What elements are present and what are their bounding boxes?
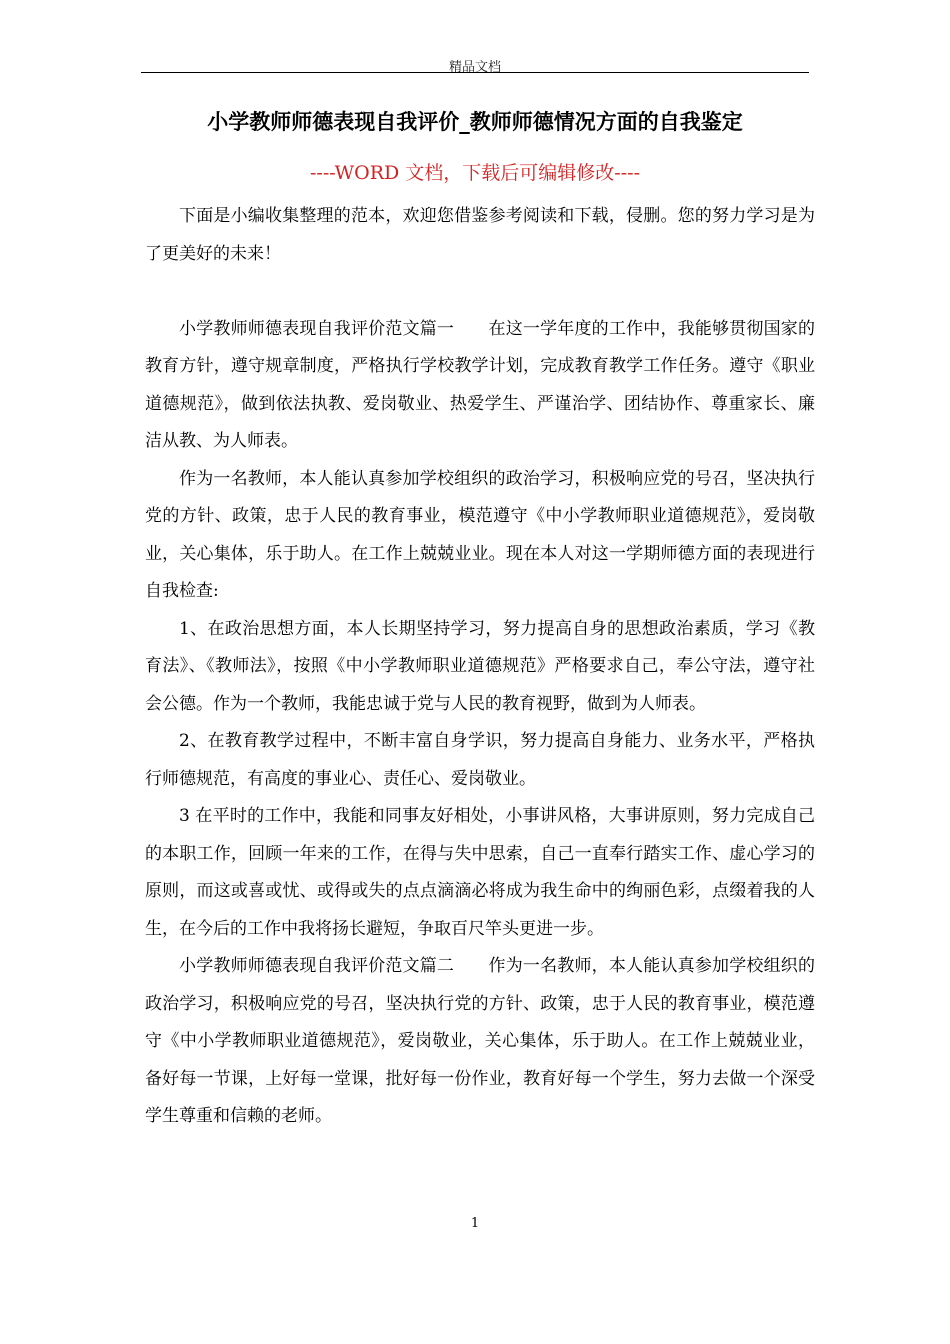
paragraph: 2、在教育教学过程中，不断丰富自身学识，努力提高自身能力、业务水平，严格执行师德规范，有高度的事业心、责任心、爱岗敬业。 <box>145 731 815 789</box>
paragraph: 3 在平时的工作中，我能和同事友好相处，小事讲风格，大事讲原则，努力完成自己的本职工作，回顾一年来的工作，在得与失中思索，自己一直奉行踏实工作、虚心学习的原则，而这或喜或忧、或得或失的点点滴滴必将成为我生命中的绚丽色彩，点缀着我的人生，在今后的工作中我将扬长避短，争取百尺竿头更进一步。 <box>145 806 815 939</box>
document-title: 小学教师师德表现自我评价_教师师德情况方面的自我鉴定 <box>207 110 743 134</box>
page-number: 1 <box>470 1216 480 1231</box>
header-divider <box>141 72 809 73</box>
document-subtitle: ----WORD 文档，下载后可编辑修改---- <box>309 162 640 184</box>
paragraph: 作为一名教师，本人能认真参加学校组织的政治学习，积极响应党的号召，坚决执行党的方针、政策，忠于人民的教育事业，模范遵守《中小学教师职业道德规范》，爱岗敬业，关心集体，乐于助人。在工作上兢兢业业。现在本人对这一学期师德方面的表现进行自我检查: <box>145 468 815 601</box>
paragraph: 小学教师师德表现自我评价范文篇一 在这一学年度的工作中，我能够贯彻国家的教育方针，遵守规章制度，严格执行学校教学计划，完成教育教学工作任务。遵守《职业道德规范》，做到依法执教、爱岗敬业、热爱学生、严谨治学、团结协作、尊重家长、廉洁从教、为人师表。 <box>145 318 815 451</box>
paragraph: 小学教师师德表现自我评价范文篇二 作为一名教师，本人能认真参加学校组织的政治学习，积极响应党的号召，坚决执行党的方针、政策，忠于人民的教育事业，模范遵守《中小学教师职业道德规范》，爱岗敬业，关心集体，乐于助人。在工作上兢兢业业，备好每一节课，上好每一堂课，批好每一份作业，教育好每一个学生，努力去做一个深受学生尊重和信赖的老师。 <box>145 956 815 1126</box>
paragraph: 1、在政治思想方面，本人长期坚持学习，努力提高自身的思想政治素质，学习《教育法》、《教师法》，按照《中小学教师职业道德规范》严格要求自己，奉公守法，遵守社会公德。作为一个教师，我能忠诚于党与人民的教育视野，做到为人师表。 <box>145 618 815 714</box>
page-header: 精品文档 <box>448 60 501 75</box>
document-body <box>145 198 815 1136</box>
paragraph-intro: 下面是小编收集整理的范本，欢迎您借鉴参考阅读和下载，侵删。您的努力学习是为了更美好的未来！ <box>145 206 815 264</box>
